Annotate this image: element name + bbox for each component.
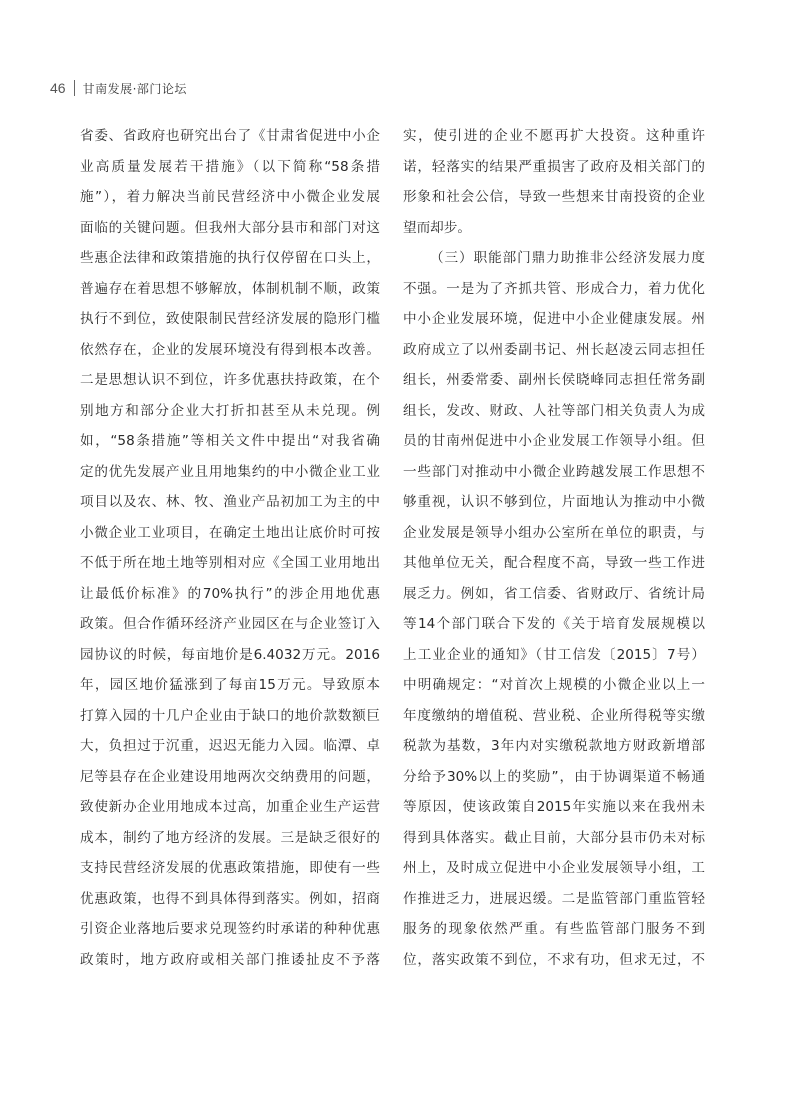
page-number: 46 bbox=[50, 80, 66, 96]
text-line: 得到具体落实。截止目前，大部分县市仍未对标 bbox=[403, 829, 705, 846]
text-line: 让最低价标准》的70%执行”的涉企用地优惠 bbox=[80, 585, 380, 602]
text-line: 省委、省政府也研究出台了《甘肃省促进中小企 bbox=[80, 128, 380, 144]
text-line: 二是思想认识不到位，许多优惠扶持政策，在个 bbox=[80, 372, 380, 388]
text-line: 中小企业发展环境，促进中小企业健康发展。州 bbox=[403, 311, 705, 327]
text-line: 小微企业工业项目，在确定土地出让底价时可按 bbox=[80, 524, 380, 541]
text-line: 如，“58条措施”等相关文件中提出“对我省确 bbox=[80, 433, 380, 449]
text-line: 政策。但合作循环经济产业园区在与企业签订入 bbox=[80, 616, 380, 632]
section-title: 甘南发展·部门论坛 bbox=[82, 81, 187, 96]
right-text-column bbox=[403, 121, 705, 975]
text-line: 服务的现象依然严重。有些监管部门服务不到 bbox=[403, 921, 705, 937]
text-line: 组长，州委常委、副州长侯晓峰同志担任常务副 bbox=[403, 372, 705, 388]
text-line: （三）职能部门鼎力助推非公经济发展力度 bbox=[430, 250, 705, 266]
text-line: 作推进乏力，进展迟缓。二是监管部门重监管轻 bbox=[403, 890, 705, 907]
text-line: 打算入园的十几户企业由于缺口的地价款数额巨 bbox=[80, 707, 380, 724]
text-line: 税款为基数，3年内对实缴税款地方财政新增部 bbox=[403, 738, 705, 754]
text-line: 等原因，使该政策自2015年实施以来在我州未 bbox=[403, 799, 705, 815]
header-divider bbox=[74, 80, 75, 96]
text-line: 大，负担过于沉重，迟迟无能力入园。临潭、卓 bbox=[80, 738, 380, 754]
text-line: 尼等县存在企业建设用地两次交纳费用的问题， bbox=[80, 768, 380, 785]
running-header bbox=[50, 77, 187, 99]
text-line: 实，使引进的企业不愿再扩大投资。这种重许 bbox=[403, 128, 705, 144]
text-line: 组长，发改、财政、人社等部门相关负责人为成 bbox=[403, 402, 705, 419]
text-line: 普遍存在着思想不够解放，体制机制不顺，政策 bbox=[80, 280, 380, 297]
text-line: 上工业企业的通知》（甘工信发〔2015〕7号） bbox=[403, 646, 705, 663]
text-line: 致使新办企业用地成本过高，加重企业生产运营 bbox=[80, 799, 380, 815]
text-line: 年度缴纳的增值税、营业税、企业所得税等实缴 bbox=[403, 707, 705, 724]
text-line: 项目以及农、林、牧、渔业产品初加工为主的中 bbox=[80, 494, 380, 510]
text-line: 不强。一是为了齐抓共管、形成合力，着力优化 bbox=[403, 280, 705, 297]
text-line: 引资企业落地后要求兑现签约时承诺的种种优惠 bbox=[80, 921, 380, 937]
text-line: 别地方和部分企业大打折扣甚至从未兑现。例 bbox=[80, 402, 380, 419]
left-text-column bbox=[80, 121, 380, 975]
text-line: 位，落实政策不到位，不求有功，但求无过，不 bbox=[403, 951, 705, 968]
text-line: 优惠政策，也得不到具体得到落实。例如，招商 bbox=[80, 890, 380, 907]
text-line: 政府成立了以州委副书记、州长赵凌云同志担任 bbox=[403, 341, 705, 358]
text-line: 够重视，认识不够到位，片面地认为推动中小微 bbox=[403, 494, 705, 510]
text-line: 分给予30%以上的奖励”，由于协调渠道不畅通 bbox=[403, 768, 705, 785]
text-line: 形象和社会公信，导致一些想来甘南投资的企业 bbox=[403, 189, 705, 205]
text-line: 依然存在，企业的发展环境没有得到根本改善。 bbox=[80, 341, 380, 358]
text-line: 其他单位无关，配合程度不高，导致一些工作进 bbox=[403, 555, 705, 571]
text-line: 定的优先发展产业且用地集约的中小微企业工业 bbox=[80, 463, 380, 480]
text-line: 企业发展是领导小组办公室所在单位的职责，与 bbox=[403, 524, 705, 541]
text-line: 业高质量发展若干措施》（以下简称“58条措 bbox=[80, 158, 380, 175]
text-line: 等14个部门联合下发的《关于培育发展规模以 bbox=[403, 616, 705, 632]
text-line: 支持民营经济发展的优惠政策措施，即使有一些 bbox=[80, 860, 380, 876]
text-line: 员的甘南州促进中小企业发展工作领导小组。但 bbox=[403, 433, 705, 449]
text-line: 些惠企法律和政策措施的执行仅停留在口头上， bbox=[80, 250, 380, 266]
text-line: 诺，轻落实的结果严重损害了政府及相关部门的 bbox=[403, 158, 705, 175]
text-line: 执行不到位，致使限制民营经济发展的隐形门槛 bbox=[80, 311, 380, 327]
text-line: 中明确规定：“对首次上规模的小微企业以上一 bbox=[403, 677, 705, 693]
text-line: 一些部门对推动中小微企业跨越发展工作思想不 bbox=[403, 463, 705, 480]
text-line: 展乏力。例如，省工信委、省财政厅、省统计局 bbox=[403, 585, 705, 602]
text-line: 州上，及时成立促进中小企业发展领导小组，工 bbox=[403, 860, 705, 876]
text-line: 政策时，地方政府或相关部门推诿扯皮不予落 bbox=[80, 951, 380, 968]
text-line: 望而却步。 bbox=[403, 219, 471, 236]
text-line: 施”），着力解决当前民营经济中小微企业发展 bbox=[80, 189, 380, 205]
text-line: 年，园区地价猛涨到了每亩15万元。导致原本 bbox=[80, 677, 380, 693]
text-line: 成本，制约了地方经济的发展。三是缺乏很好的 bbox=[80, 829, 380, 846]
text-line: 园协议的时候，每亩地价是6.4032万元。2016 bbox=[80, 646, 380, 663]
text-line: 不低于所在地土地等别相对应《全国工业用地出 bbox=[80, 555, 380, 571]
text-line: 面临的关键问题。但我州大部分县市和部门对这 bbox=[80, 219, 380, 236]
